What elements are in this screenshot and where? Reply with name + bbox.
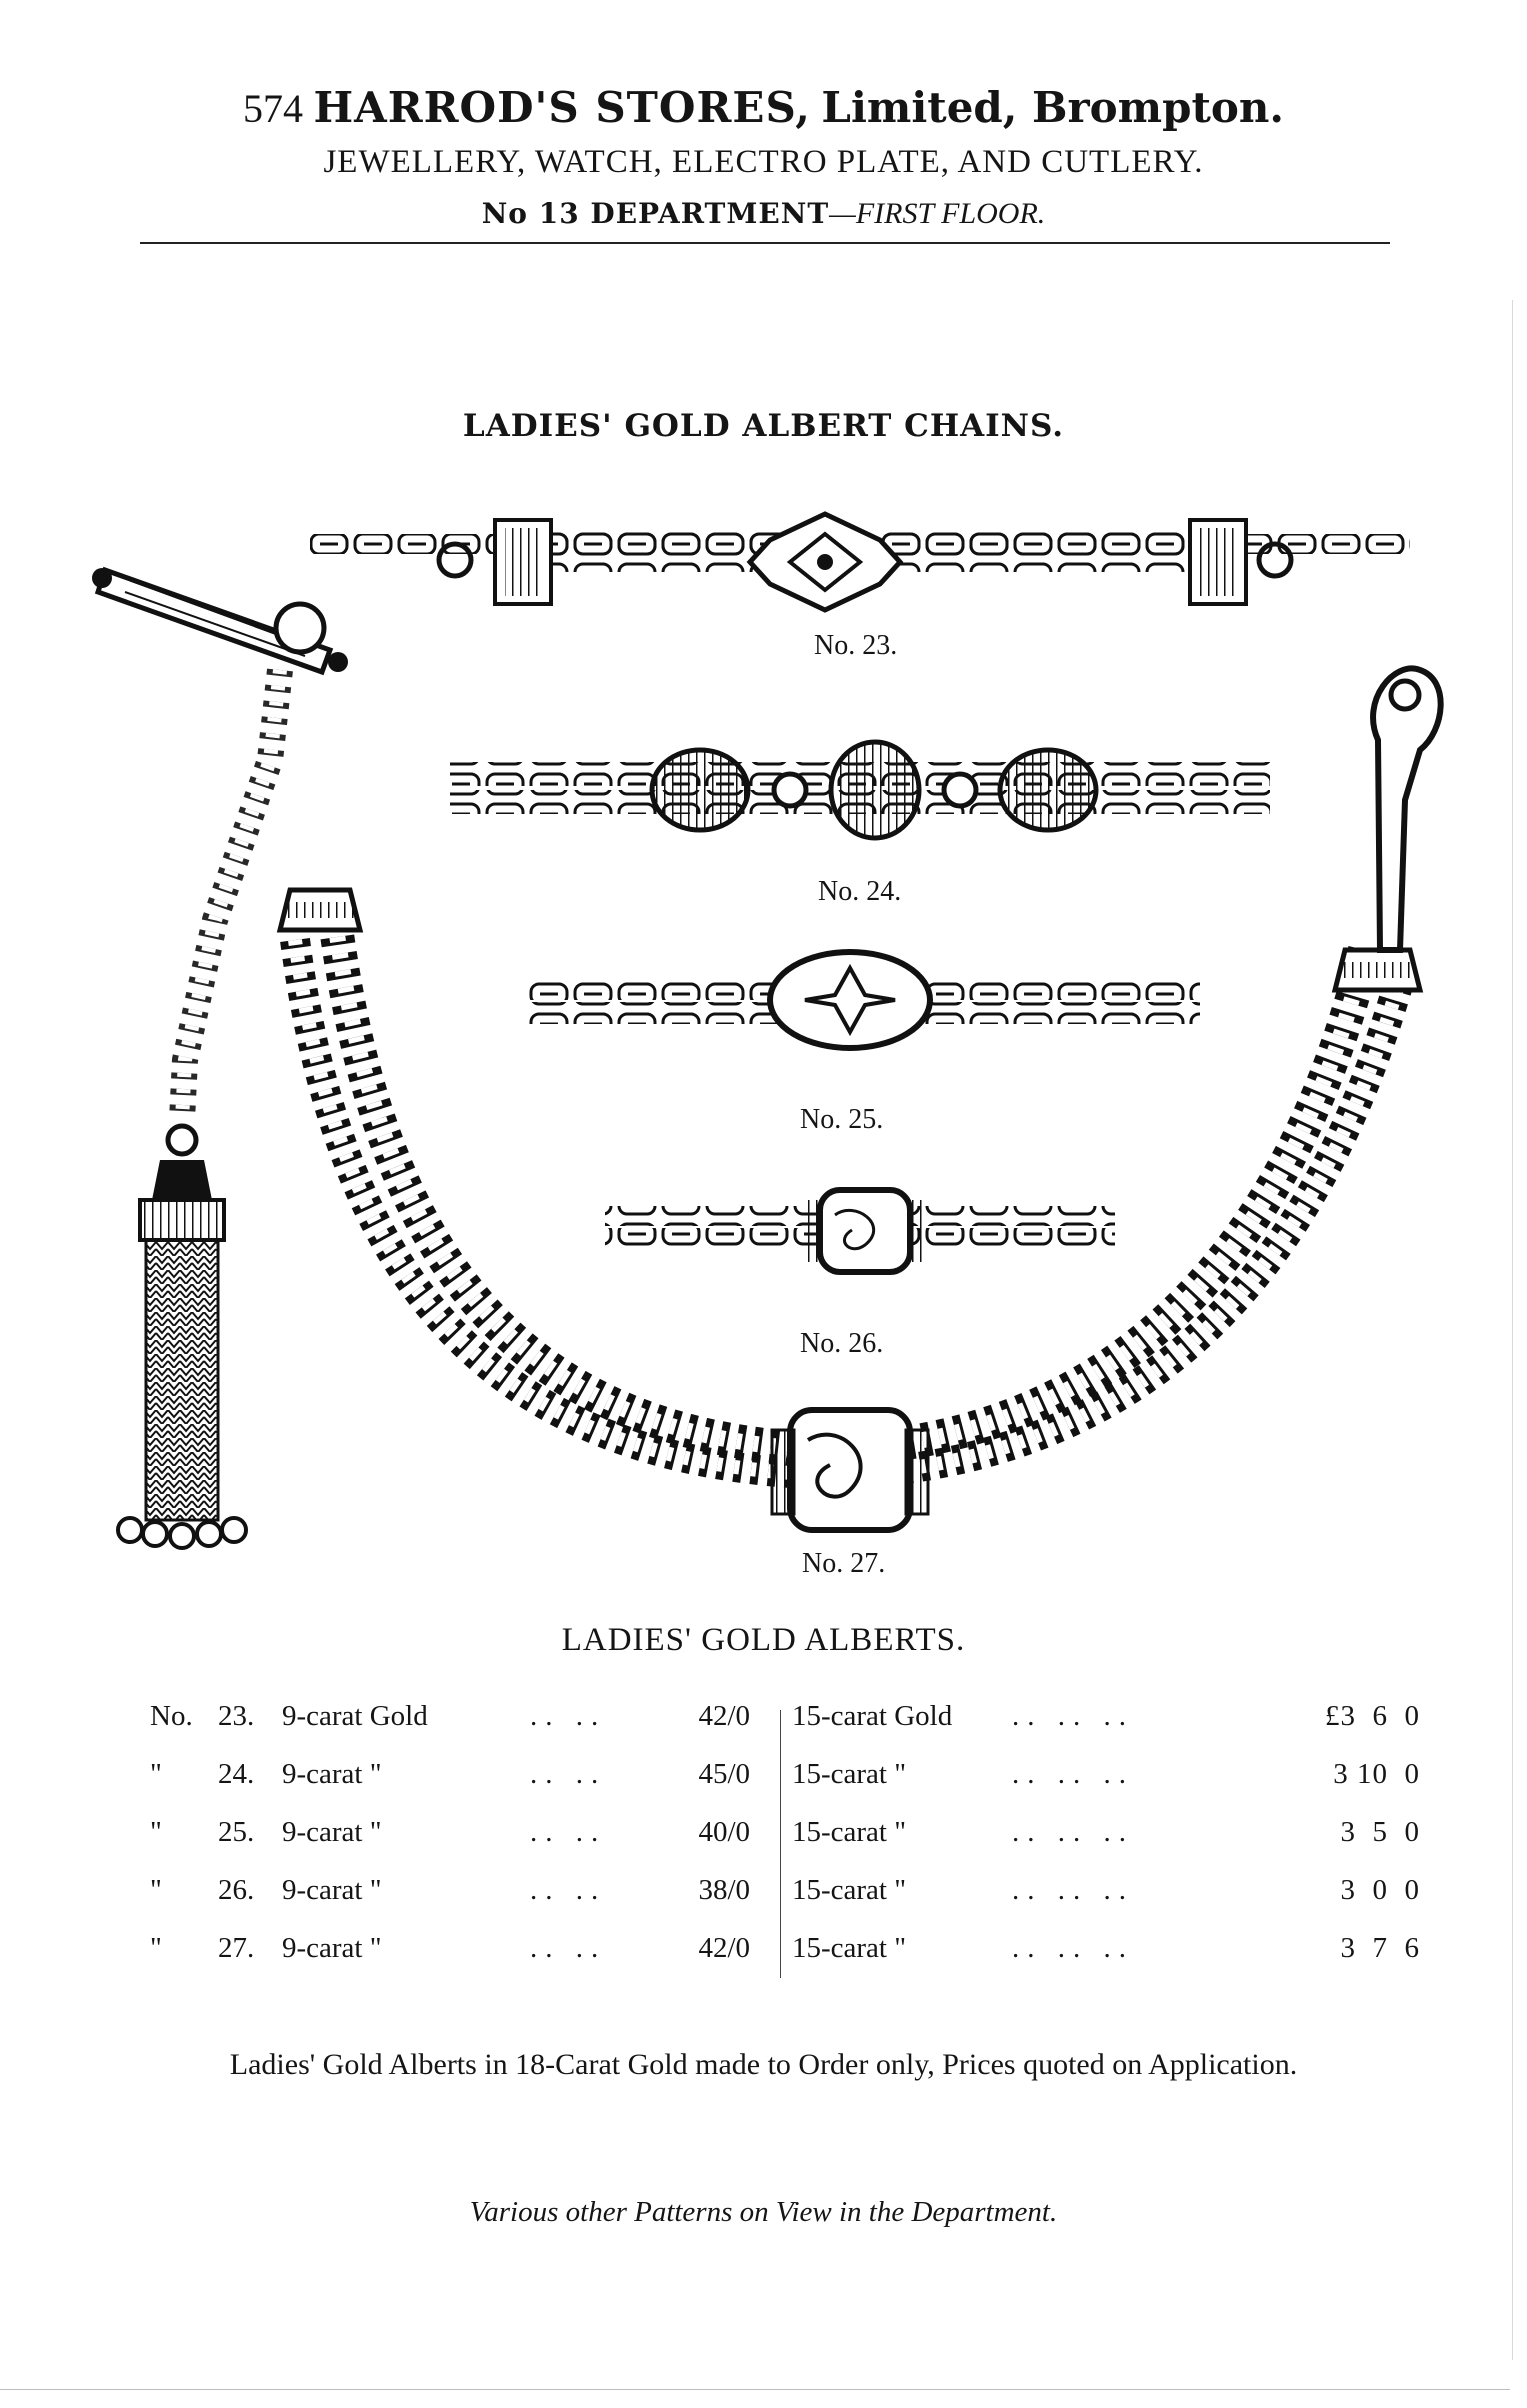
item-number: 27. xyxy=(218,1932,255,1964)
t-bar xyxy=(92,568,348,672)
leader-dots: .. .. xyxy=(530,1874,607,1906)
footer-note: Various other Patterns on View in the Department. xyxy=(469,2196,1058,2228)
nine-carat-label: 9-carat " xyxy=(282,1816,382,1848)
fifteen-carat-label: 15-carat " xyxy=(792,1758,907,1790)
fifteen-carat-label: 15-carat Gold xyxy=(792,1700,953,1732)
row-prefix: " xyxy=(150,1932,162,1964)
nine-carat-price: 40/0 xyxy=(698,1816,750,1848)
row-prefix: No. xyxy=(150,1700,193,1732)
department-number: No 13 DEPARTMENT xyxy=(481,197,830,230)
leader-dots: .. .. xyxy=(530,1700,607,1732)
leader-dots: .. .. xyxy=(530,1758,607,1790)
page-number: 574 xyxy=(242,86,303,131)
caption-no-26: No. 26. xyxy=(800,1328,884,1359)
fifteen-carat-price: 3 7 6 xyxy=(1340,1932,1420,1964)
leader-dots: .. .. .. xyxy=(1012,1932,1134,1964)
caption-no-27: No. 27. xyxy=(802,1548,886,1579)
tassel xyxy=(118,1126,246,1548)
item-number: 23. xyxy=(218,1700,255,1732)
nine-carat-price: 42/0 xyxy=(698,1700,750,1732)
order-note: Ladies' Gold Alberts in 18-Carat Gold made to Order only, Prices quoted on Application. xyxy=(229,2048,1298,2081)
albert-chains-illustration xyxy=(0,500,1527,1610)
price-row xyxy=(150,1816,1420,1866)
row-prefix: " xyxy=(150,1816,162,1848)
leader-dots: .. .. xyxy=(530,1816,607,1848)
illustration-title: LADIES' GOLD ALBERT CHAINS. xyxy=(462,408,1065,444)
nine-carat-price: 45/0 xyxy=(698,1758,750,1790)
department-description: JEWELLERY, WATCH, ELECTRO PLATE, AND CUTLERY. xyxy=(323,144,1204,180)
caption-no-24: No. 24. xyxy=(818,876,902,907)
nine-carat-label: 9-carat " xyxy=(282,1874,382,1906)
fifteen-carat-label: 15-carat " xyxy=(792,1874,907,1906)
store-name: HARROD'S STORES, xyxy=(313,83,811,132)
row-prefix: " xyxy=(150,1874,162,1906)
page-header xyxy=(0,82,1527,135)
department-line xyxy=(0,194,1527,231)
store-location: Limited, Brompton. xyxy=(821,83,1285,132)
chain-no-24 xyxy=(450,742,1270,838)
fifteen-carat-price: 3 0 0 xyxy=(1340,1874,1420,1906)
department-floor: —FIRST FLOOR. xyxy=(829,197,1046,230)
nine-carat-label: 9-carat " xyxy=(282,1758,382,1790)
item-number: 25. xyxy=(218,1816,255,1848)
price-list xyxy=(150,1700,1420,1990)
header-rule xyxy=(140,242,1390,244)
chain-no-25 xyxy=(525,952,1200,1048)
nine-carat-price: 42/0 xyxy=(698,1932,750,1964)
item-number: 26. xyxy=(218,1874,255,1906)
fifteen-carat-price: £3 6 0 xyxy=(1325,1700,1420,1732)
caption-no-25: No. 25. xyxy=(800,1104,884,1135)
price-row xyxy=(150,1874,1420,1924)
nine-carat-label: 9-carat Gold xyxy=(282,1700,428,1732)
chain-no-23 xyxy=(310,514,1410,610)
leader-dots: .. .. .. xyxy=(1012,1816,1134,1848)
leader-dots: .. .. xyxy=(530,1932,607,1964)
nine-carat-price: 38/0 xyxy=(698,1874,750,1906)
fifteen-carat-price: 3 10 0 xyxy=(1333,1758,1420,1790)
leader-dots: .. .. .. xyxy=(1012,1700,1134,1732)
leader-dots: .. .. .. xyxy=(1012,1874,1134,1906)
price-row xyxy=(150,1758,1420,1808)
chain-no-26 xyxy=(605,1190,1115,1272)
item-number: 24. xyxy=(218,1758,255,1790)
fifteen-carat-price: 3 5 0 xyxy=(1340,1816,1420,1848)
leader-dots: .. .. .. xyxy=(1012,1758,1134,1790)
fifteen-carat-label: 15-carat " xyxy=(792,1816,907,1848)
caption-no-23: No. 23. xyxy=(814,630,898,661)
page-bottom-line xyxy=(0,2389,1510,2390)
nine-carat-label: 9-carat " xyxy=(282,1932,382,1964)
price-row xyxy=(150,1700,1420,1750)
row-prefix: " xyxy=(150,1758,162,1790)
price-list-title: LADIES' GOLD ALBERTS. xyxy=(561,1622,966,1658)
fifteen-carat-label: 15-carat " xyxy=(792,1932,907,1964)
price-row xyxy=(150,1932,1420,1982)
